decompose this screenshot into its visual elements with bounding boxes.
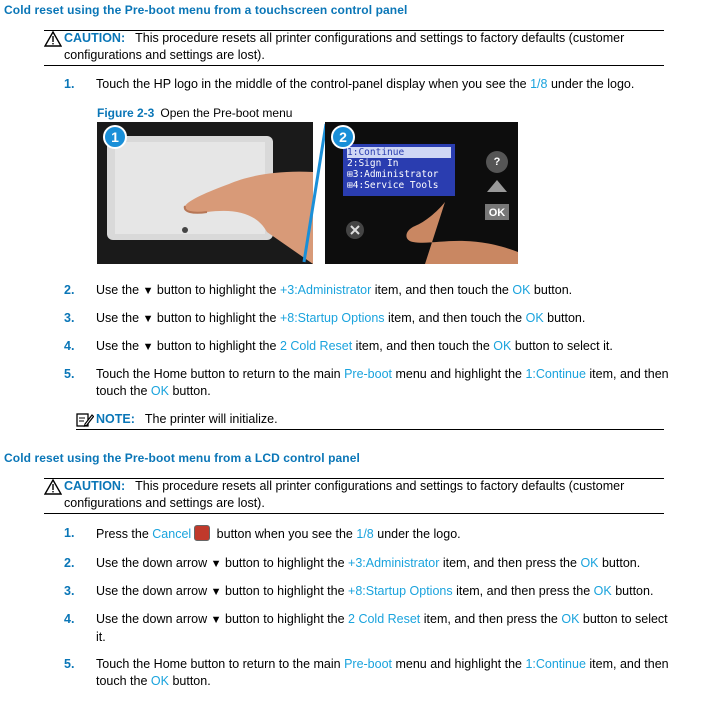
step-text: Touch the Home button to return to the main Pre-boot menu and highlight the 1:Continue item, and then touch the OK button. [96,367,669,398]
step-text: Press the Cancel button when you see the 1/8 under the logo. [96,527,461,541]
down-arrow-icon: ▼ [142,313,154,325]
step-number: 4. [64,612,75,626]
step-text: Use the down arrow ▼ button to highlight the +3:Administrator item, and then press the OK button. [96,556,641,570]
step-number: 2. [64,283,75,297]
caution-text: This procedure resets all printer configurations and settings to factory defaults (customer configurations and settings are lost). [64,31,625,62]
caution-text: This procedure resets all printer configurations and settings to factory defaults (customer configurations and settings are lost). [64,479,625,510]
down-arrow-icon: ▼ [142,341,154,353]
caution-label: CAUTION: [64,479,126,493]
step-number: 3. [64,584,75,598]
caution-box [44,30,664,66]
note-box [76,411,664,430]
warning-icon [44,479,62,495]
section-title-touchscreen: Cold reset using the Pre-boot menu from a touchscreen control panel [4,3,408,17]
step-number: 5. [64,367,75,381]
step-text: Use the ▼ button to highlight the +8:Startup Options item, and then touch the OK button. [96,311,586,325]
preboot-menu-list: 1:Continue 2:Sign In ⊞3:Administrator ⊞4:Service Tools [343,144,455,196]
figure-caption: Figure 2-3 Open the Pre-boot menu [97,106,293,120]
note-icon [76,412,94,428]
step-text: Use the ▼ button to highlight the 2 Cold Reset item, and then touch the OK button to select it. [96,339,613,353]
step-text: Use the down arrow ▼ button to highlight the +8:Startup Options item, and then press the OK button. [96,584,654,598]
step-text: Use the down arrow ▼ button to highlight the 2 Cold Reset item, and then press the OK button to select it. [96,612,668,644]
figure-badge-1: 1 [103,125,127,149]
help-icon: ? [493,156,501,168]
caution-box [44,478,664,514]
ok-key-label: OK [488,207,506,219]
note-label: NOTE: [96,412,135,426]
step-number: 4. [64,339,75,353]
step-number: 3. [64,311,75,325]
step-text: Touch the HP logo in the middle of the control-panel display when you see the 1/8 under the logo. [96,77,635,91]
warning-icon [44,31,62,47]
step-number: 5. [64,657,75,671]
step-number: 2. [64,556,75,570]
down-arrow-icon: ▼ [142,285,154,297]
figure-photo-preboot-menu [325,122,518,264]
down-arrow-icon: ▼ [210,586,222,598]
step-text: Use the ▼ button to highlight the +3:Administrator item, and then touch the OK button. [96,283,573,297]
down-arrow-icon: ▼ [210,614,222,626]
step-text: Touch the Home button to return to the main Pre-boot menu and highlight the 1:Continue item, and then touch the OK button. [96,657,669,688]
note-text: The printer will initialize. [144,412,278,426]
step-number: 1. [64,77,75,91]
cancel-icon [194,525,210,541]
figure-photo-touchscreen [97,122,313,264]
step-number: 1. [64,526,75,540]
caution-label: CAUTION: [64,31,126,45]
figure-badge-2: 2 [331,125,355,149]
section-title-lcd: Cold reset using the Pre-boot menu from a LCD control panel [4,451,360,465]
down-arrow-icon: ▼ [210,558,222,570]
